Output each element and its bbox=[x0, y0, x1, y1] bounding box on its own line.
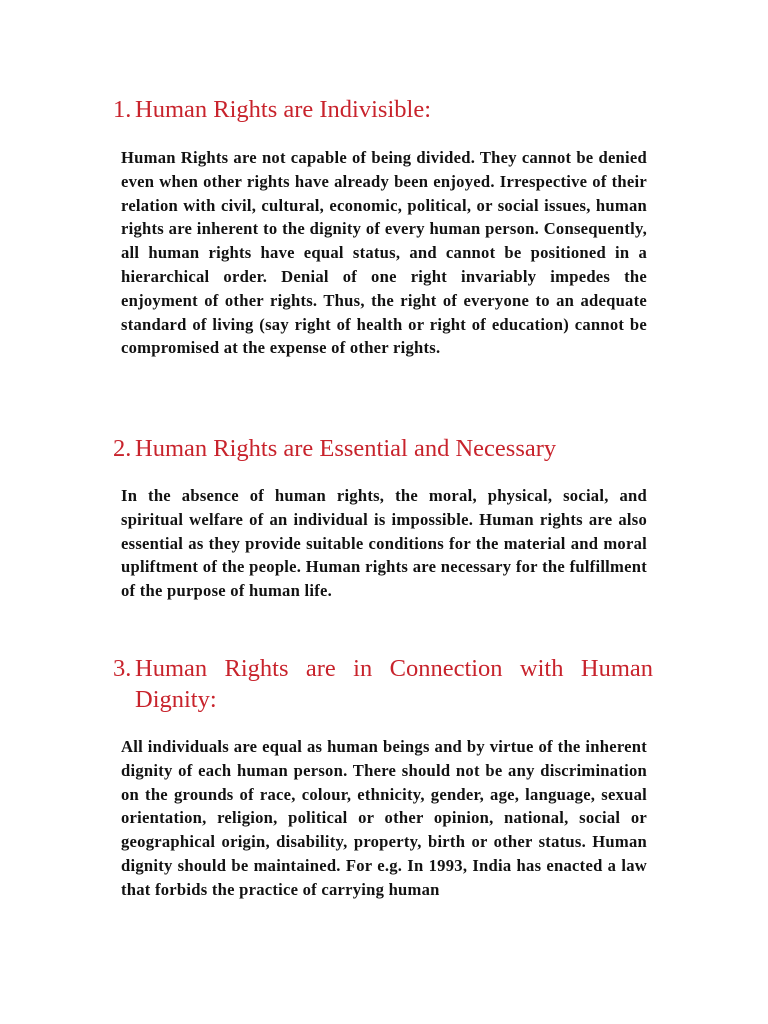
section-3-number: 3. bbox=[113, 655, 132, 682]
section-2-heading bbox=[113, 433, 653, 464]
section-3-heading bbox=[113, 653, 653, 715]
section-1-title: Human Rights are Indivisible: bbox=[135, 96, 431, 123]
section-1-heading bbox=[113, 94, 653, 125]
section-2-body: In the absence of human rights, the moral, physical, social, and spiritual welfare of an individual is impossible. Human rights are also essential as they provide suitable conditions for the material and moral upliftment of the people. Human rights are necessary for the fulfillment of the purpose of human life. bbox=[121, 486, 647, 601]
section-3-title: Human Rights are in Connection with Human Dignity: bbox=[135, 655, 653, 713]
section-2-number: 2. bbox=[113, 435, 132, 462]
section-1-number: 1. bbox=[113, 96, 132, 123]
section-2-title: Human Rights are Essential and Necessary bbox=[135, 435, 557, 462]
section-3-body: All individuals are equal as human beings and by virtue of the inherent dignity of each human person. There should not be any discrimination on the grounds of race, colour, ethnicity, gender, age, language, sexual orientation, religion, political or other opinion, national, social or geographical origin, disability, property, birth or other status. Human dignity should be maintained. For e.g. In 1993, India has enacted a law that forbids the practice of carrying human bbox=[121, 737, 647, 899]
section-1-body: Human Rights are not capable of being divided. They cannot be denied even when other rights have already been enjoyed. Irrespective of their relation with civil, cultural, economic, political, or social issues, human rights are inherent to the dignity of every human person. Consequently, all human rights have equal status, and cannot be positioned in a hierarchical order. Denial of one right invariably impedes the enjoyment of other rights. Thus, the right of everyone to an adequate standard of living (say right of health or right of education) cannot be compromised at the expense of other rights. bbox=[121, 148, 647, 358]
